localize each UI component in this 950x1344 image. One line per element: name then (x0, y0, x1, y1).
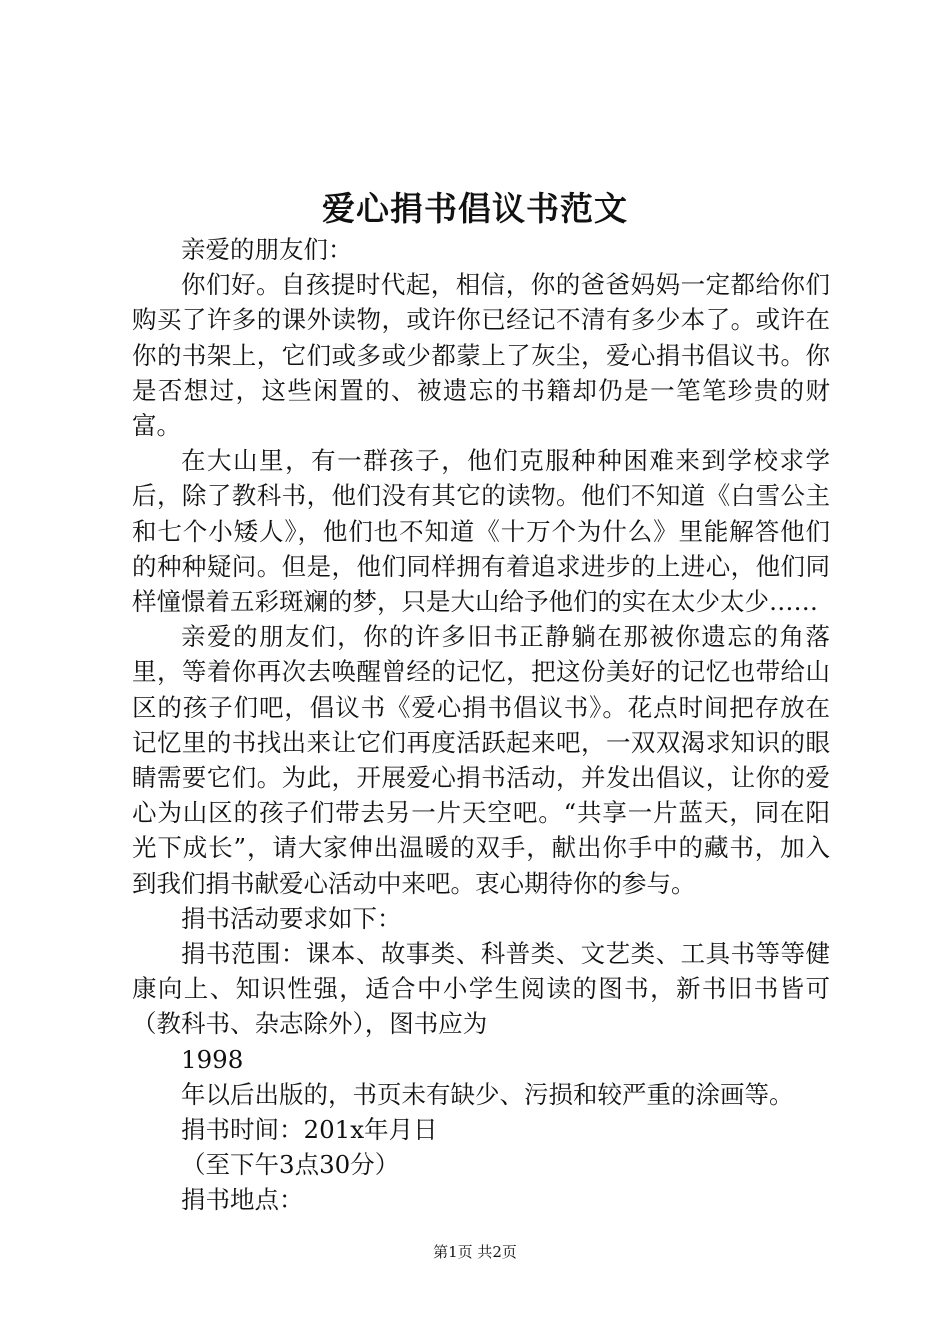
donation-scope-paragraph: 捐书范围：课本、故事类、科普类、文艺类、工具书等等健康向上、知识性强，适合中小学生阅读的图书，新书旧书皆可（教科书、杂志除外），图书应为 (132, 939, 830, 1039)
body-paragraph: 在大山里，有一群孩子，他们克服种种困难来到学校求学后，除了教科书，他们没有其它的读物。他们不知道《白雪公主和七个小矮人》，他们也不知道《十万个为什么》里能解答他们的种种疑问。但是，他们同样拥有着追求进步的上进心，他们同样憧憬着五彩斑斓的梦，只是大山给予他们的实在太少太少…… (132, 446, 830, 617)
document-title: 爱心捐书倡议书范文 (322, 189, 628, 228)
requirements-heading: 捐书活动要求如下： (181, 903, 402, 933)
donation-location: 捐书地点： (181, 1185, 304, 1215)
greeting-paragraph: 亲爱的朋友们： (181, 235, 353, 264)
body-paragraph: 你们好。自孩提时代起，相信，你的爸爸妈妈一定都给你们购买了许多的课外读物，或许你已经记不清有多少本了。或许在你的书架上，它们或多或少都蒙上了灰尘，爱心捐书倡议书。你是否想过，这些闲置的、被遗忘的书籍却仍是一笔笔珍贵的财富。 (132, 270, 830, 441)
donation-time-note: （至下午3点30分） (181, 1150, 400, 1180)
publication-year: 1998 (181, 1044, 244, 1074)
donation-time: 捐书时间：201x年月日 (181, 1115, 438, 1145)
document-body (132, 232, 830, 1218)
donation-condition-paragraph: 年以后出版的，书页未有缺少、污损和较严重的涂画等。 (181, 1079, 794, 1109)
body-paragraph: 亲爱的朋友们，你的许多旧书正静躺在那被你遗忘的角落里，等着你再次去唤醒曾经的记忆，把这份美好的记忆也带给山区的孩子们吧，倡议书《爱心捐书倡议书》。花点时间把存放在记忆里的书找出来让它们再度活跃起来吧，一双双渴求知识的眼睛需要它们。为此，开展爱心捐书活动，并发出倡议，让你的爱心为山区的孩子们带去另一片天空吧。“共享一片蓝天，同在阳光下成长”，请大家伸出温暖的双手，献出你手中的藏书，加入到我们捐书献爱心活动中来吧。衷心期待你的参与。 (132, 622, 830, 898)
page-indicator: 第1页 共2页 (433, 1243, 517, 1261)
